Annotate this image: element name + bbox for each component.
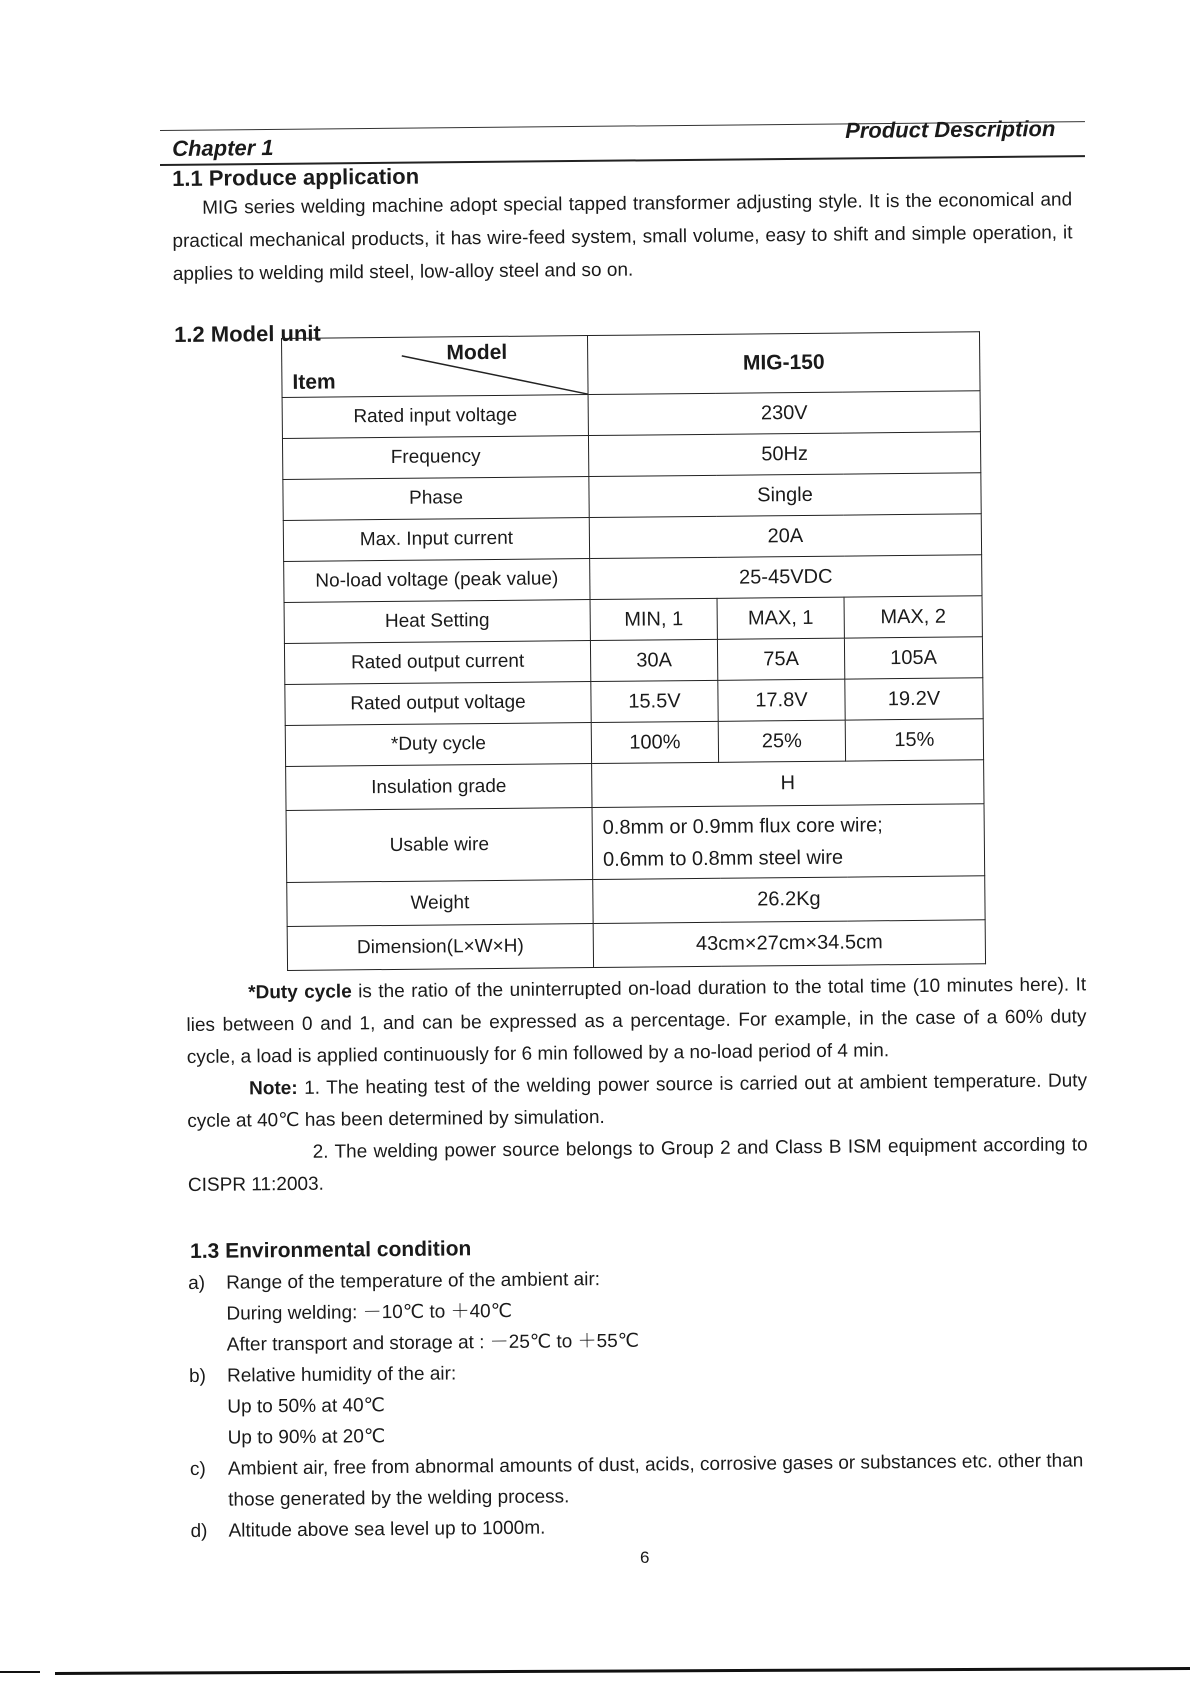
cell-value: MAX, 1 (717, 597, 844, 639)
cell-value: 25% (718, 720, 845, 762)
wire-line-2: 0.6mm to 0.8mm steel wire (602, 846, 844, 871)
cell-value: 105A (844, 637, 982, 679)
cell-value: 17.8V (718, 679, 845, 721)
row-value: 25-45VDC (590, 555, 982, 600)
list-marker: b) (188, 1365, 207, 1387)
list-text: Relative humidity of the air: (226, 1363, 457, 1387)
table-row (284, 596, 982, 644)
list-subitem: During welding: －10℃ to ＋40℃ (226, 1300, 513, 1325)
table-header-row (282, 332, 981, 398)
row-value: 230V (588, 391, 980, 436)
cell-value: 15.5V (591, 680, 718, 722)
row-value: 20A (589, 514, 981, 559)
cell-value: 30A (590, 639, 717, 681)
row-value: 50Hz (588, 432, 980, 477)
note-2: 2. The welding power source belongs to Group 2 and Class B ISM equipment according to CISPR 11:2003. (187, 1134, 1088, 1196)
row-value: 43cm×27cm×34.5cm (593, 920, 985, 968)
row-label: Insulation grade (286, 764, 592, 811)
table-row (284, 555, 982, 603)
notes-block (186, 969, 1088, 1202)
duty-cycle-text: is the ratio of the uninterrupted on-load duration to the total time (10 minutes here). It lies between 0 and 1, and can be expressed as a percentage. For example, in the case of a 60% duty cycle, a load is applied continuously for 6 min followed by a no-load period of 4 min. (186, 974, 1087, 1068)
heading-produce-application: 1.1 Produce application (172, 163, 420, 191)
note-1-text: 1. The heating test of the welding power source is carried out at ambient temperature. Duty cycle at 40℃ has been determined by simulation. (187, 1070, 1088, 1132)
row-label: No-load voltage (peak value) (284, 559, 590, 603)
cell-value: 75A (717, 638, 844, 680)
table-row (283, 473, 981, 521)
cell-value: MAX, 2 (844, 596, 982, 638)
wire-line-1: 0.8mm or 0.9mm flux core wire; (602, 813, 883, 839)
usable-wire-cell (592, 804, 985, 880)
table-row (283, 514, 981, 562)
row-label: Heat Setting (284, 600, 590, 644)
spec-table-wrapper (281, 331, 985, 971)
row-value: 26.2Kg (593, 876, 985, 924)
corner-header-cell (282, 336, 589, 398)
table-row (286, 760, 984, 811)
list-item (190, 1445, 1111, 1516)
row-value: H (592, 760, 984, 808)
row-label: Phase (283, 477, 589, 521)
environment-list (188, 1259, 1111, 1547)
list-text: Ambient air, free from abnormal amounts of dust, acids, corrosive gases or substances etc. other than those generated by the welding process. (227, 1450, 1084, 1511)
row-label: Frequency (282, 436, 588, 480)
bottom-rule (55, 1667, 1190, 1675)
list-marker: a) (188, 1272, 206, 1294)
cell-value: 100% (591, 721, 718, 763)
duty-cycle-note (186, 969, 1087, 1074)
list-subitem: Up to 90% at 20℃ (227, 1426, 386, 1449)
duty-cycle-term: *Duty cycle (248, 981, 352, 1004)
chapter-label: Chapter 1 (172, 135, 274, 161)
row-label: Rated input voltage (282, 395, 588, 439)
page-number: 6 (640, 1548, 650, 1567)
section-title: Product Description (845, 115, 1056, 143)
table-row (284, 637, 982, 685)
row-label: Rated output current (284, 641, 590, 685)
row-label: Rated output voltage (285, 682, 591, 726)
row-label: Weight (287, 880, 593, 927)
heading-environmental-condition: 1.3 Environmental condition (190, 1237, 472, 1263)
model-name-cell: MIG-150 (587, 332, 980, 395)
cell-value: 15% (845, 719, 983, 761)
row-label: Dimension(L×W×H) (287, 924, 593, 971)
table-row (282, 432, 980, 480)
list-text: Altitude above sea level up to 1000m. (228, 1517, 546, 1542)
cell-value: 19.2V (845, 678, 983, 720)
corner-model-label: Model (446, 340, 508, 365)
table-row (287, 876, 985, 927)
table-row (282, 391, 980, 439)
note-1 (187, 1065, 1088, 1138)
scan-edge-mark (0, 1671, 40, 1673)
spec-table (281, 331, 986, 971)
heading-model-unit: 1.2 Model unit (174, 320, 321, 347)
list-subitem: Up to 50% at 40℃ (227, 1395, 386, 1418)
row-label: Max. Input current (283, 518, 589, 562)
table-row (285, 719, 983, 767)
corner-item-label: Item (292, 370, 336, 394)
note-label: Note: (248, 1077, 298, 1100)
list-marker: c) (189, 1458, 206, 1480)
cell-value: MIN, 1 (590, 598, 717, 640)
row-label: *Duty cycle (285, 723, 591, 767)
table-row (285, 678, 983, 726)
table-row (286, 804, 985, 883)
list-subitem: After transport and storage at : －25℃ to ＋55℃ (226, 1330, 640, 1356)
paragraph-application: MIG series welding machine adopt special tapped transformer adjusting style. It is the economical and practical mechanical products, it has wire-feed system, small volume, easy to shift and simple operation, it applies to welding mild steel, low-alloy steel and so on. (172, 189, 1073, 285)
row-label: Usable wire (286, 808, 593, 883)
table-row (287, 920, 985, 971)
list-marker: d) (190, 1520, 208, 1542)
row-value: Single (589, 473, 981, 518)
list-text: Range of the temperature of the ambient air: (226, 1269, 601, 1294)
